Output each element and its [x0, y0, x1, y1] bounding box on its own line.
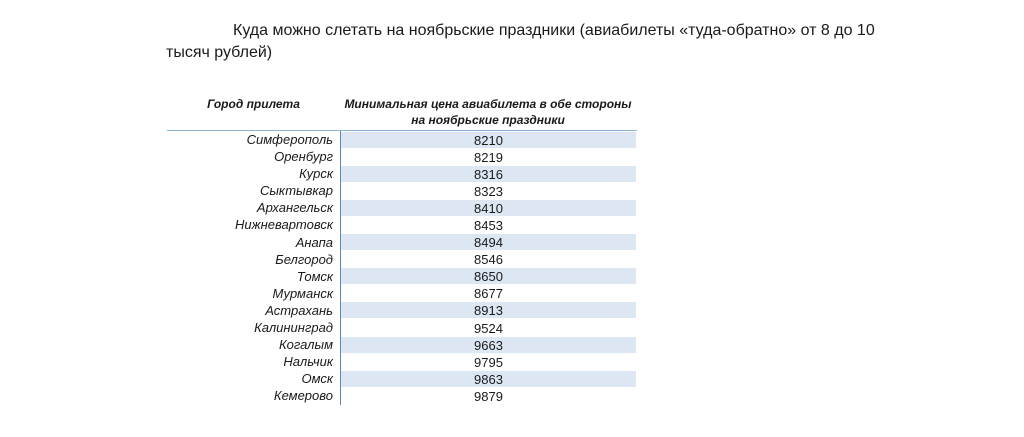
table-row — [167, 131, 637, 148]
price-cell: 8316 — [341, 166, 636, 182]
city-cell: Анапа — [295, 234, 333, 250]
price-cell: 9524 — [474, 320, 503, 336]
title-line-2: тысяч рублей) — [166, 44, 273, 61]
city-cell: Астрахань — [265, 302, 333, 318]
table-row — [167, 216, 637, 233]
header-city: Город прилета — [207, 97, 300, 111]
city-cell: Омск — [301, 371, 333, 387]
table-row — [167, 251, 637, 268]
table-row — [167, 387, 637, 404]
city-cell: Калининград — [254, 320, 333, 336]
city-cell: Мурманск — [272, 285, 333, 301]
city-cell: Нижневартовск — [235, 217, 333, 233]
table-header — [167, 93, 637, 131]
city-cell: Архангельск — [256, 200, 333, 216]
city-cell: Когалым — [278, 337, 333, 353]
table-row — [167, 302, 637, 319]
table-row — [167, 268, 637, 285]
table-row — [167, 285, 637, 302]
table-row — [167, 319, 637, 336]
city-cell: Сыктывкар — [259, 183, 333, 199]
price-cell: 8913 — [341, 302, 636, 318]
price-cell: 8219 — [474, 149, 503, 165]
city-cell: Белгород — [275, 251, 333, 267]
price-cell: 8323 — [474, 183, 503, 199]
table-row — [167, 165, 637, 182]
city-cell: Курск — [299, 166, 333, 182]
header-price: Минимальная цена авиабилета в обе стороны на ноябрьские праздники — [344, 97, 632, 127]
flights-table — [167, 93, 637, 405]
city-cell: Нальчик — [283, 354, 333, 370]
city-cell: Томск — [296, 268, 333, 284]
price-cell: 9863 — [341, 371, 636, 387]
table-body — [167, 131, 637, 405]
table-row — [167, 370, 637, 387]
price-cell: 8677 — [474, 286, 503, 302]
column-divider — [340, 131, 341, 405]
price-cell: 8210 — [341, 132, 636, 148]
table-row — [167, 199, 637, 216]
table-row — [167, 148, 637, 165]
table-row — [167, 353, 637, 370]
table-row — [167, 234, 637, 251]
price-cell: 8650 — [341, 268, 636, 284]
price-cell: 8410 — [341, 200, 636, 216]
price-cell: 9879 — [474, 388, 503, 404]
table-row — [167, 182, 637, 199]
document-title — [166, 20, 906, 64]
price-cell: 8494 — [341, 234, 636, 250]
price-cell: 9795 — [474, 354, 503, 370]
price-cell: 9663 — [341, 337, 636, 353]
table-row — [167, 336, 637, 353]
title-line-1: Куда можно слетать на ноябрьские праздники (авиабилеты «туда-обратно» от 8 до 10 — [233, 22, 875, 39]
city-cell: Кемерово — [273, 388, 333, 404]
price-cell: 8453 — [474, 217, 503, 233]
city-cell: Оренбург — [274, 149, 333, 165]
price-cell: 8546 — [474, 252, 503, 268]
city-cell: Симферополь — [246, 132, 333, 147]
